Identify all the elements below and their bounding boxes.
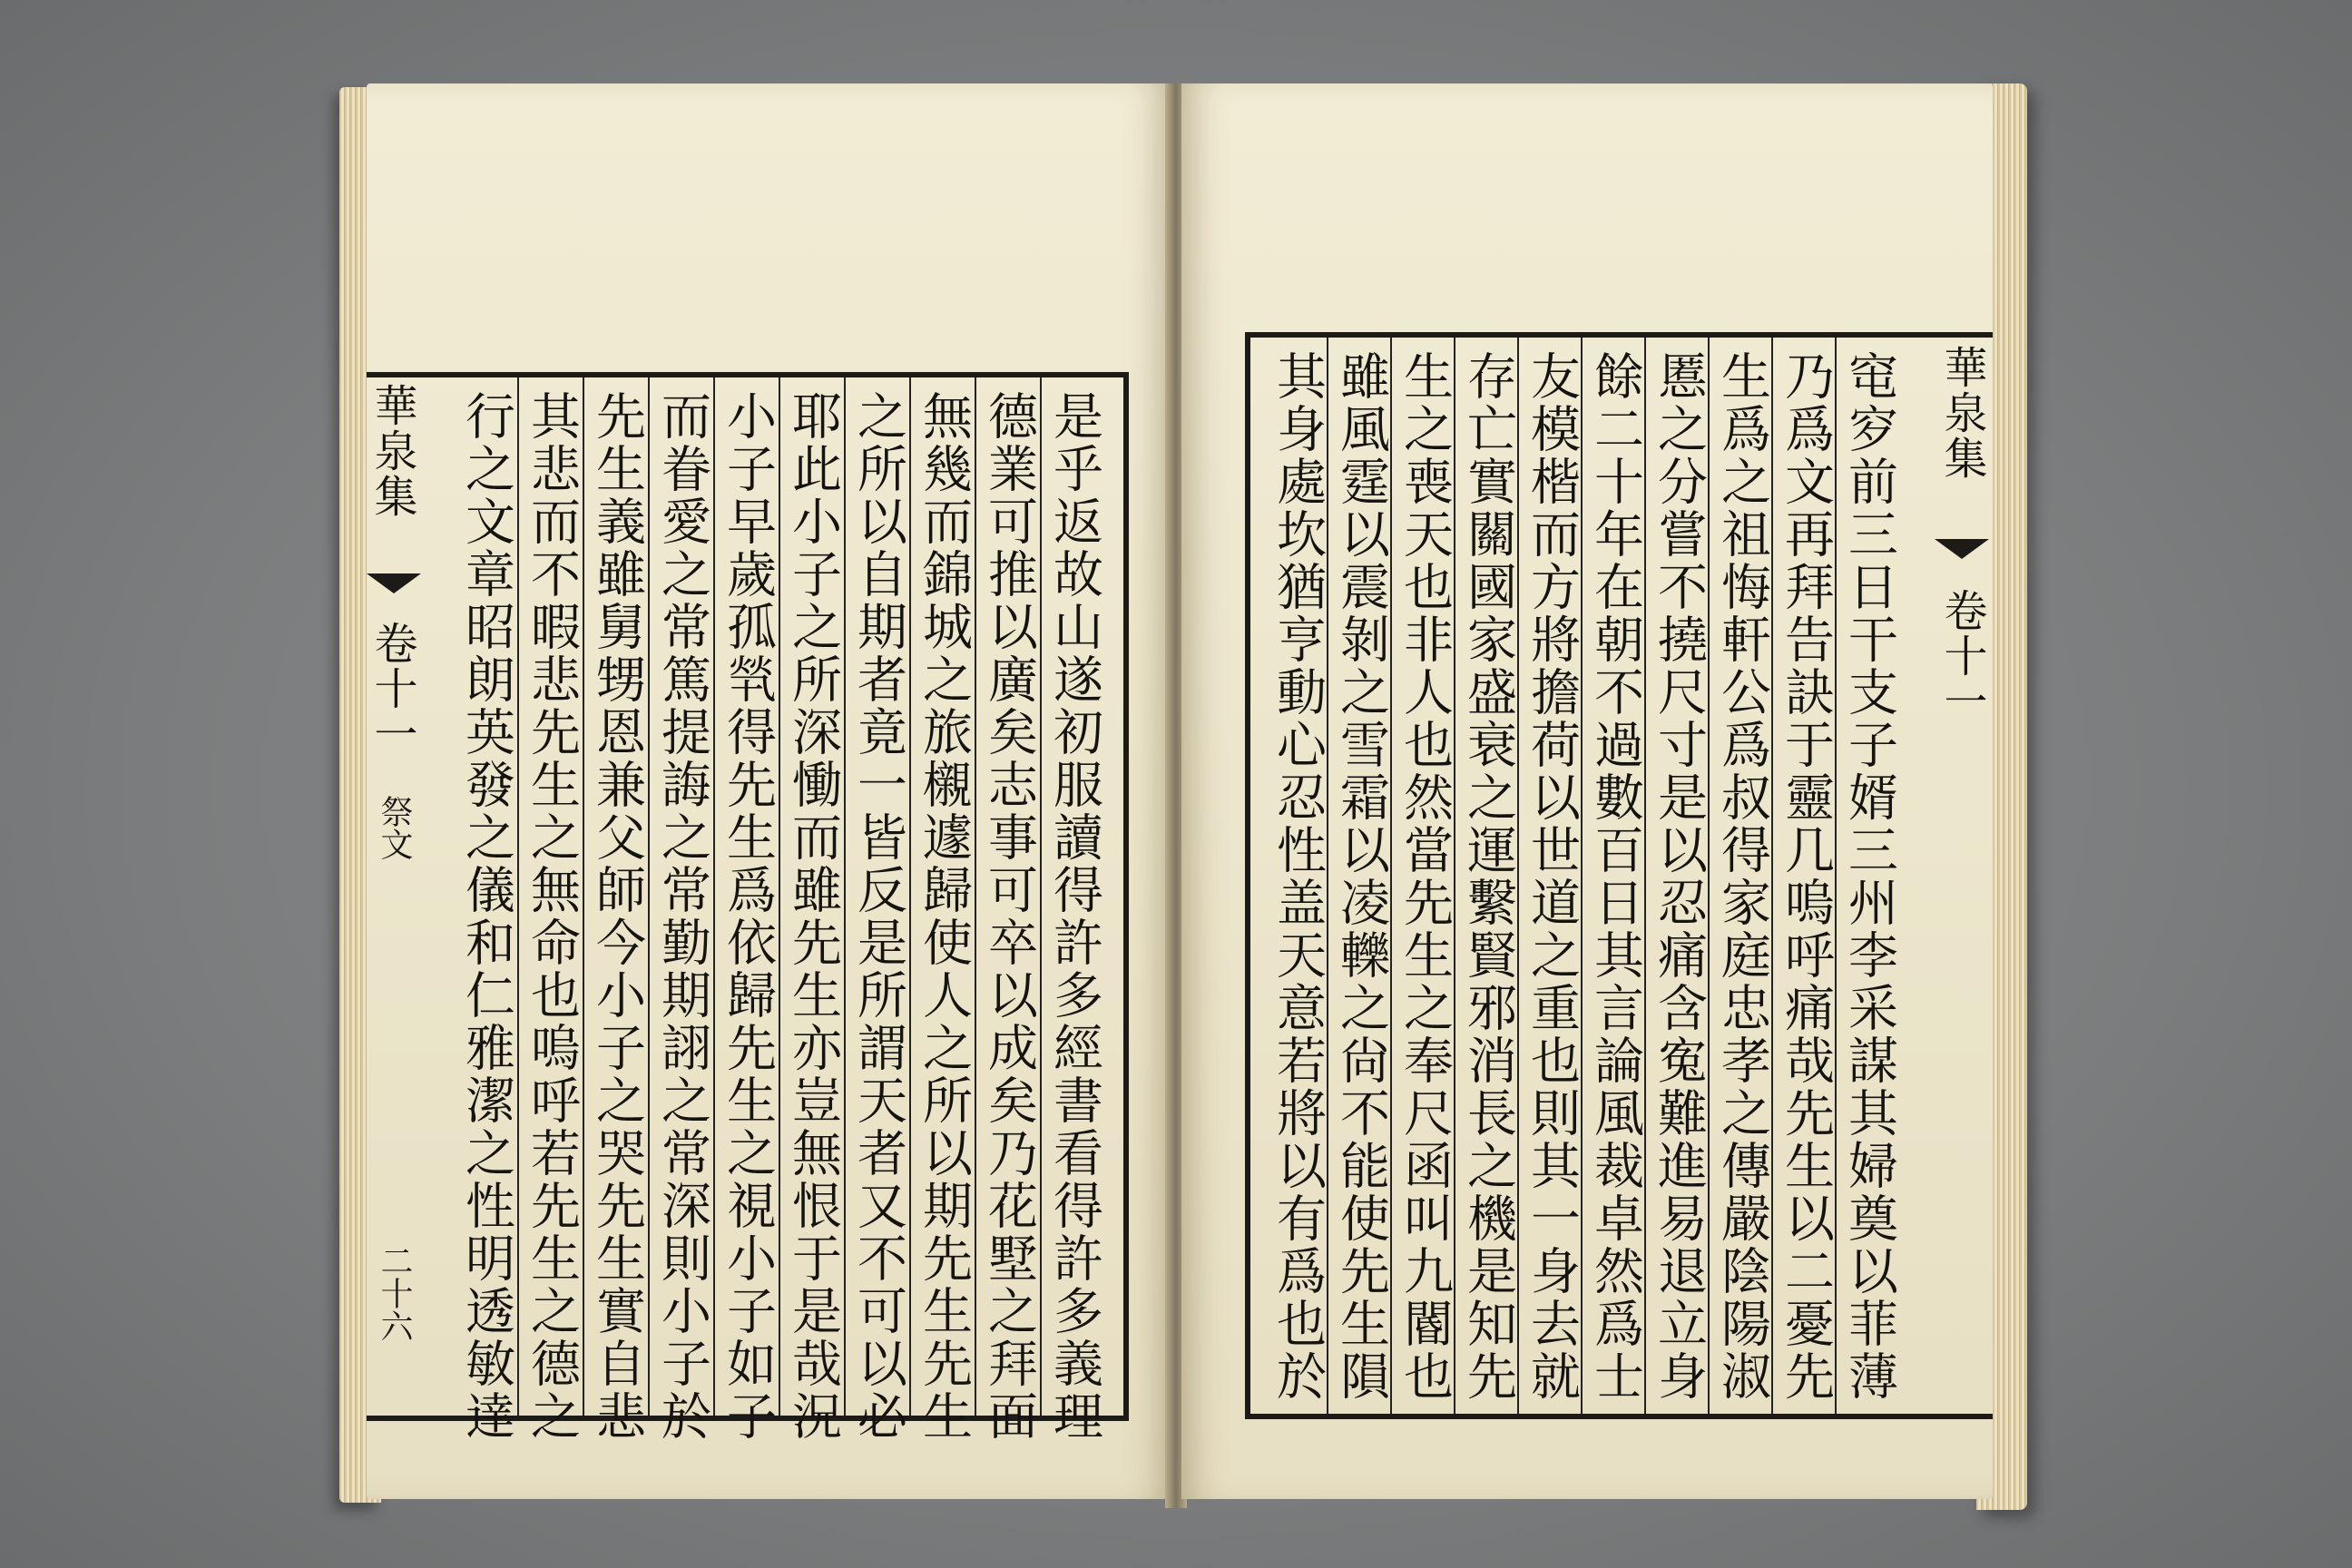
left-section-label: 祭文 — [376, 795, 413, 860]
text-column: 存亡實關國家盛衰之運繫賢邪消長之機是知先 — [1459, 350, 1517, 1403]
column-rule — [1771, 338, 1773, 1414]
right-center-title: 華泉集 — [1936, 345, 1987, 481]
text-column: 其悲而不暇悲先生之無命也嗚呼若先生之德之 — [523, 390, 581, 1443]
text-column: 無幾而錦城之旅櫬遽歸使人之所以期先生先生 — [915, 390, 973, 1443]
column-rule — [583, 377, 584, 1416]
right-page-frame — [1245, 332, 1993, 1419]
text-column: 德業可推以廣矣志事可卒以成矣乃花墅之拜面 — [980, 390, 1038, 1443]
right-fish-tail — [1935, 539, 1989, 559]
text-column: 乃爲文再拜告訣于靈几嗚呼痛哉先生以二憂先 — [1777, 350, 1835, 1403]
text-column: 而眷愛之常篤提誨之常勤期詡之常深則小子於 — [653, 390, 711, 1443]
column-rule — [1040, 377, 1042, 1416]
text-column: 是乎返故山遂初服讀得許多經書看得許多義理 — [1045, 390, 1103, 1443]
text-column: 先生義雖舅甥恩兼父師今小子之哭先生實自悲 — [588, 390, 646, 1443]
column-rule — [779, 377, 780, 1416]
column-rule — [975, 377, 976, 1416]
text-column: 耶此小子之所深慟而雖先生亦豈無恨于是哉況 — [784, 390, 842, 1443]
text-column: 窀穸前三日干支子婿三州李采謀其婦奠以菲薄 — [1840, 350, 1898, 1403]
text-column: 小子早歲孤㷀得先生爲依歸先生之視小子如子 — [719, 390, 777, 1443]
left-page-frame — [367, 372, 1129, 1443]
right-volume-label: 卷十一 — [1936, 588, 1987, 724]
text-column: 其身處坎猶亨動心忍性盖天意若將以有爲也於 — [1269, 350, 1327, 1403]
column-rule — [1581, 338, 1583, 1414]
text-column: 之所以自期者竟一皆反是所謂天者又不可以必 — [849, 390, 907, 1443]
column-rule — [1454, 338, 1455, 1414]
text-column: 慝之分嘗不撓尺寸是以忍痛含寃難進易退立身 — [1650, 350, 1708, 1403]
column-rule — [517, 377, 519, 1416]
text-column: 友模楷而方將擔荷以世道之重也則其一身去就 — [1523, 350, 1581, 1403]
column-rule — [1517, 338, 1519, 1414]
left-page — [367, 83, 1171, 1499]
text-column: 行之文章昭朗英發之儀和仁雅潔之性明透敏達 — [457, 390, 515, 1443]
column-rule — [1835, 338, 1837, 1414]
text-column: 雖風霆以震剝之雪霜以凌轢之尙不能使先生隕 — [1332, 350, 1390, 1403]
column-rule — [1327, 338, 1328, 1414]
left-volume-label: 卷十一 — [367, 621, 417, 757]
text-column: 生之喪天也非人也然當先生之奉尺函叫九閽也 — [1396, 350, 1454, 1403]
column-rule — [1390, 338, 1392, 1414]
column-rule — [1708, 338, 1710, 1414]
left-page-number: 二十六 — [376, 1244, 413, 1342]
text-column: 餘二十年在朝不過數百日其言論風裁卓然爲士 — [1586, 350, 1644, 1403]
left-fish-tail — [367, 573, 421, 593]
column-rule — [844, 377, 846, 1416]
column-rule — [909, 377, 911, 1416]
left-center-title: 華泉集 — [367, 383, 417, 519]
text-column: 生爲之祖悔軒公爲叔得家庭忠孝之傳嚴陰陽淑 — [1713, 350, 1771, 1403]
right-page — [1181, 83, 1993, 1499]
column-rule — [648, 377, 650, 1416]
column-rule — [1644, 338, 1646, 1414]
column-rule — [713, 377, 715, 1416]
